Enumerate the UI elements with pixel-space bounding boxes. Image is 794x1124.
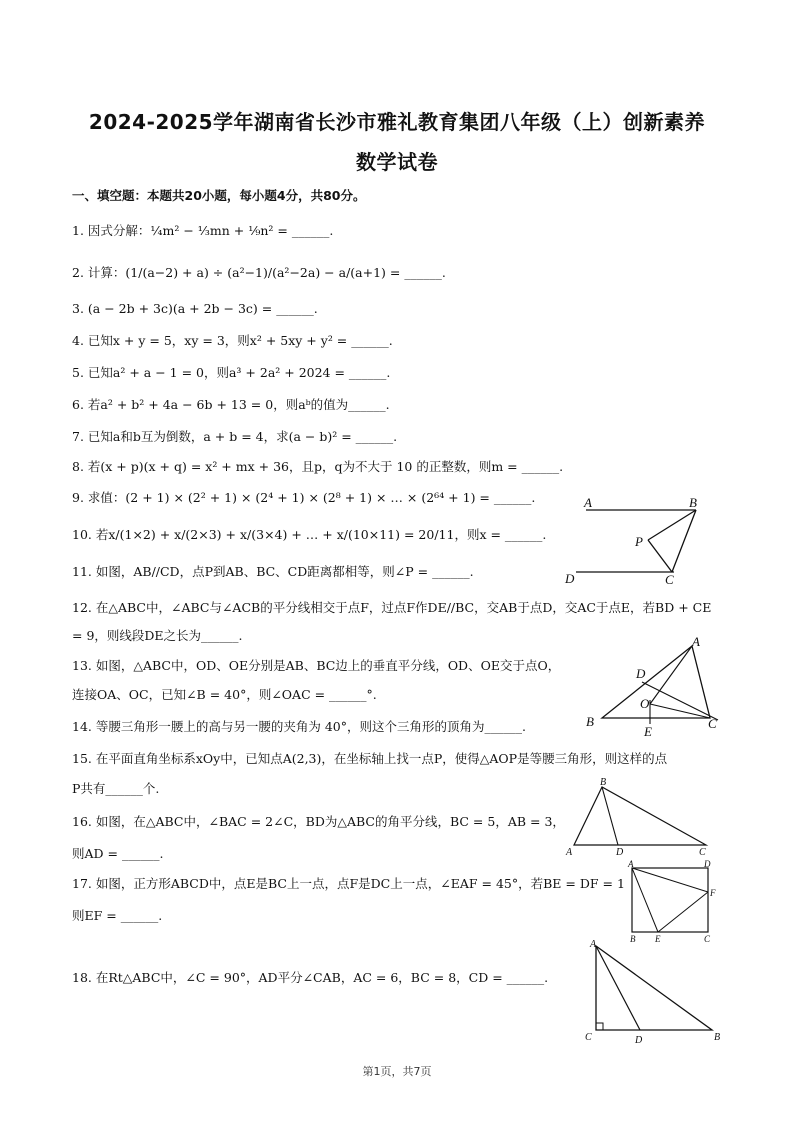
- page-title-line1: 2024-2025学年湖南省长沙市雅礼教育集团八年级（上）创新素养: [88, 110, 706, 134]
- page-title-line2: 数学试卷: [356, 150, 438, 174]
- label-a: A: [584, 495, 592, 510]
- question-17-line1: 17. 如图，正方形ABCD中，点E是BC上一点，点F是DC上一点，∠EAF = 45°，若BE = DF = 1: [72, 876, 625, 891]
- label-d: D: [635, 1035, 643, 1046]
- label-d: D: [565, 571, 575, 586]
- label-e: E: [655, 934, 661, 944]
- label-b: B: [600, 777, 607, 788]
- label-c: C: [585, 1032, 592, 1043]
- line-af: [632, 868, 708, 892]
- question-7: 7. 已知a和b互为倒数，a + b = 4，求(a − b)² = ______.: [72, 429, 398, 444]
- question-15-line2: P共有______个.: [72, 781, 160, 796]
- label-c: C: [699, 847, 706, 858]
- label-d: D: [616, 847, 624, 858]
- label-a: A: [692, 634, 700, 649]
- question-5: 5. 已知a² + a − 1 = 0，则a³ + 2a² + 2024 = ______.: [72, 365, 391, 380]
- label-d: D: [704, 859, 711, 869]
- question-11: 11. 如图，AB//CD，点P到AB、BC、CD距离都相等，则∠P = ______.: [72, 564, 474, 579]
- line-ad: [596, 946, 640, 1030]
- question-4: 4. 已知x + y = 5，xy = 3，则x² + 5xy + y² = ______.: [72, 333, 393, 348]
- question-8: 8. 若(x + p)(x + q) = x² + mx + 36，且p，q为不大于 10 的正整数，则m = ______.: [72, 459, 564, 474]
- question-17-line2: 则EF = ______.: [72, 908, 163, 923]
- line-pc: [648, 540, 672, 572]
- question-9: 9. 求值：(2 + 1) × (2² + 1) × (2⁴ + 1) × (2⁸ + 1) × … × (2⁶⁴ + 1) = ______.: [72, 490, 536, 505]
- label-f: F: [710, 888, 716, 898]
- label-a: A: [566, 847, 573, 858]
- triangle-abc: [596, 946, 712, 1030]
- page-footer: 第1页，共7页: [362, 1065, 432, 1078]
- line-bp: [648, 510, 696, 540]
- figure-q16: [560, 775, 720, 860]
- line-bc: [672, 510, 696, 572]
- line-ef: [658, 892, 708, 932]
- line-bd: [602, 787, 618, 845]
- question-13-line1: 13. 如图，△ABC中，OD、OE分别是AB、BC边上的垂直平分线，OD、OE交于点O，: [72, 658, 561, 673]
- label-o: O: [640, 696, 650, 711]
- section-heading: 一、填空题：本题共20小题，每小题4分，共80分。: [72, 188, 366, 203]
- question-1: 1. 因式分解：¼m² − ⅓mn + ⅑n² = ______.: [72, 223, 334, 238]
- label-a: A: [590, 939, 597, 950]
- label-p: P: [635, 534, 643, 549]
- question-14: 14. 等腰三角形一腰上的高与另一腰的夹角为 40°，则这个三角形的顶角为______.: [72, 719, 526, 734]
- label-b: B: [714, 1032, 721, 1043]
- right-angle-mark: [596, 1023, 603, 1030]
- question-10: 10. 若x/(1×2) + x/(2×3) + x/(3×4) + … + x/(10×11) = 20/11，则x = ______.: [72, 527, 547, 542]
- question-3: 3. (a − 2b + 3c)(a + 2b − 3c) = ______.: [72, 301, 318, 316]
- line-do: [642, 682, 718, 720]
- question-2: 2. 计算：(1/(a−2) + a) ÷ (a²−1)/(a²−2a) − a/(a+1) = ______.: [72, 265, 446, 280]
- label-b: B: [689, 495, 697, 510]
- label-d: D: [636, 666, 646, 681]
- triangle-abc: [574, 787, 706, 845]
- label-c: C: [704, 934, 711, 944]
- figure-q18: [580, 938, 730, 1048]
- figure-q13: [580, 630, 730, 740]
- triangle-abc: [602, 646, 710, 718]
- label-b: B: [586, 714, 594, 729]
- label-e: E: [644, 724, 652, 739]
- question-12: 12. 在△ABC中，∠ABC与∠ACB的平分线相交于点F，过点F作DE//BC，交AB于点D，交AC于点E，若BD + CE = 9，则线段DE之长为______.: [72, 600, 712, 643]
- question-6: 6. 若a² + b² + 4a − 6b + 13 = 0，则aᵇ的值为______.: [72, 397, 390, 412]
- line-ae: [632, 868, 658, 932]
- question-13-line2: 连接OA、OC，已知∠B = 40°，则∠OAC = ______°.: [72, 687, 377, 702]
- label-c: C: [665, 572, 674, 587]
- question-16-line2: 则AD = ______.: [72, 846, 164, 861]
- label-b: B: [630, 934, 636, 944]
- label-c: C: [708, 716, 717, 731]
- question-18: 18. 在Rt△ABC中，∠C = 90°，AD平分∠CAB，AC = 6，BC = 8，CD = ______.: [72, 970, 549, 985]
- figure-q17: [620, 858, 720, 946]
- label-a: A: [628, 859, 634, 869]
- figure-q11: [560, 490, 710, 590]
- question-15-line1: 15. 在平面直角坐标系xOy中，已知点A(2,3)，在坐标轴上找一点P，使得△AOP是等腰三角形，则这样的点: [72, 751, 668, 766]
- question-16-line1: 16. 如图，在△ABC中，∠BAC = 2∠C，BD为△ABC的角平分线，BC = 5，AB = 3，: [72, 814, 565, 829]
